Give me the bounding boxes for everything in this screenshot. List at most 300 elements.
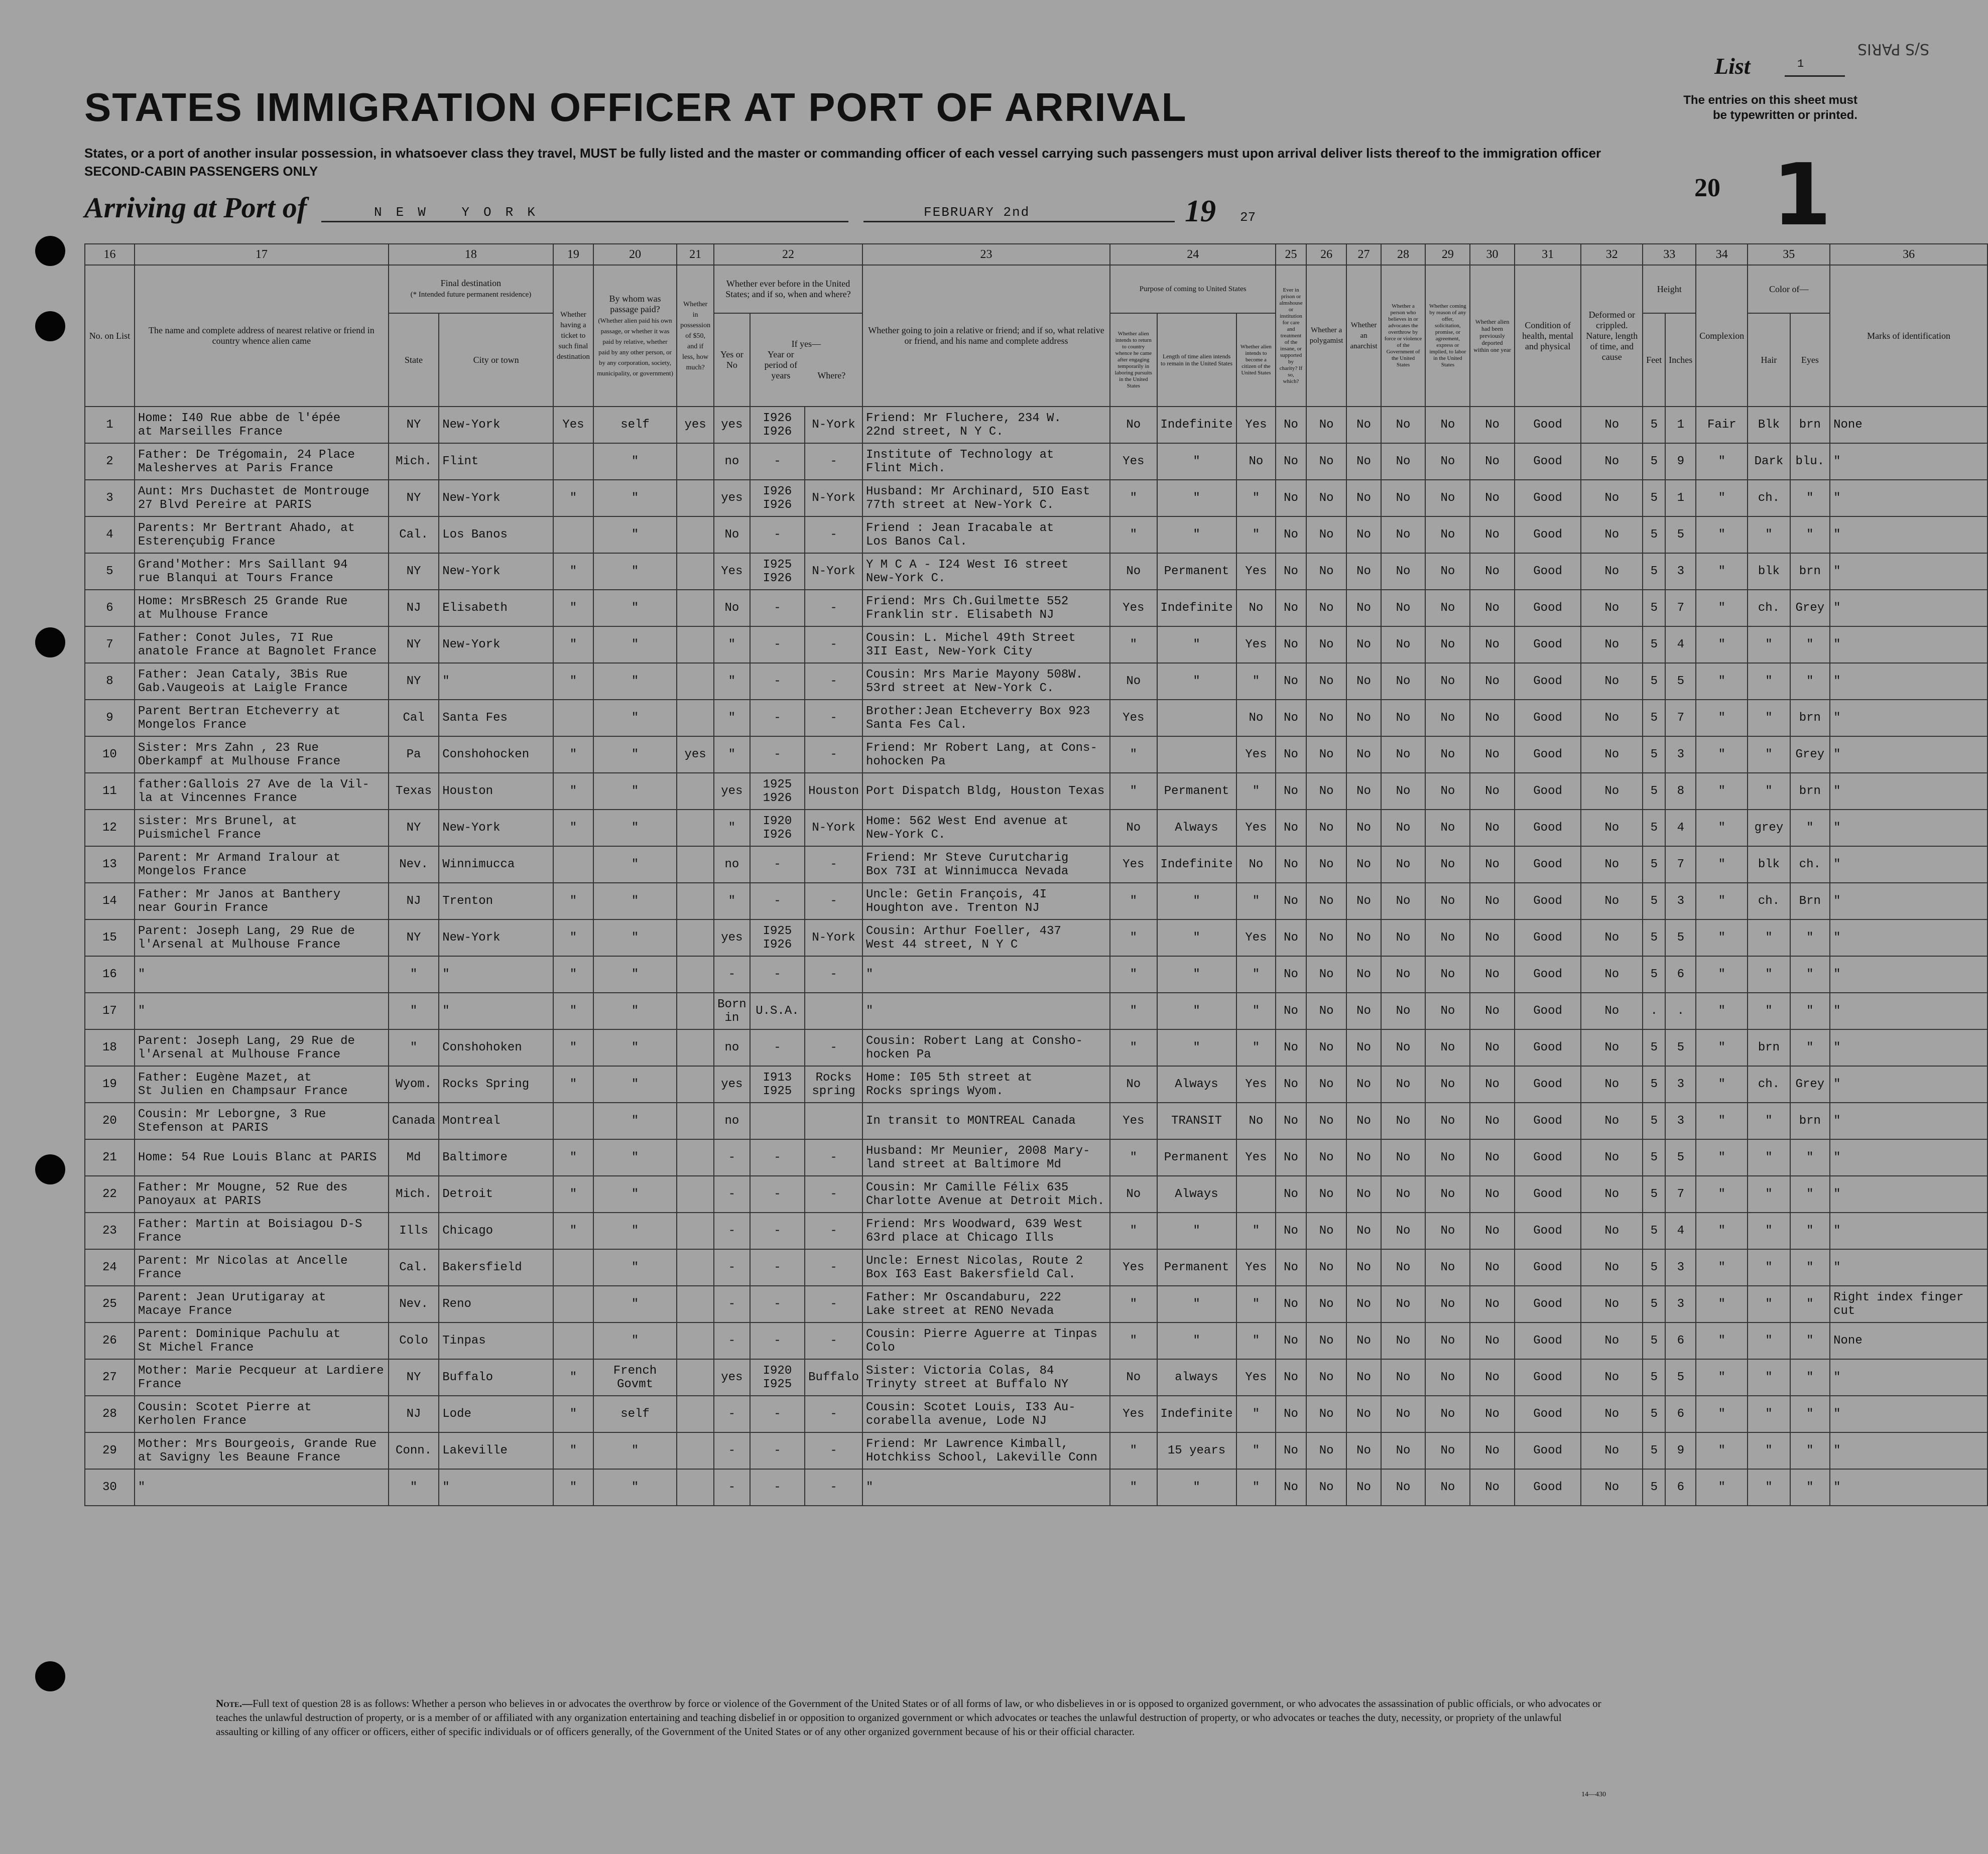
cell-nearest-relative: Mother: Marie Pecqueur at Lardiere France — [135, 1359, 389, 1396]
cell-anarchist: No — [1346, 919, 1381, 956]
cell-hair: " — [1748, 1103, 1790, 1139]
cell-joining: Y M C A - I24 West I6 street New-York C. — [862, 553, 1110, 590]
cell-joining: Institute of Technology at Flint Mich. — [862, 443, 1110, 480]
cell-overthrow: No — [1381, 663, 1426, 700]
cell-marks: " — [1830, 773, 1987, 810]
cell-deformed: No — [1581, 1322, 1643, 1359]
cell-height-feet: 5 — [1643, 663, 1665, 700]
cell-marks: Right index finger cut — [1830, 1286, 1987, 1322]
cell-before-yes-no: yes — [714, 1066, 750, 1103]
cell-before-where: Houston — [805, 773, 862, 810]
cell-ticket — [553, 1249, 593, 1286]
cell-overthrow: No — [1381, 443, 1426, 480]
cell-before-where: - — [805, 1176, 862, 1213]
cell-citizen-intent: " — [1236, 1432, 1276, 1469]
header-color: Color of— — [1748, 265, 1830, 313]
cell-return-intent: Yes — [1110, 1249, 1157, 1286]
cell-height-feet: . — [1643, 993, 1665, 1029]
cell-state: " — [389, 993, 439, 1029]
cell-passage-paid: " — [593, 1469, 677, 1506]
cell-city: Bakersfield — [439, 1249, 553, 1286]
cell-eyes: brn — [1790, 700, 1830, 736]
cell-list-number: 4 — [85, 516, 135, 553]
header-hair: Hair — [1748, 313, 1790, 407]
cell-labor-offer: No — [1425, 993, 1470, 1029]
cell-height-inches: 5 — [1665, 516, 1696, 553]
cell-health: Good — [1515, 1432, 1581, 1469]
cell-overthrow: No — [1381, 1249, 1426, 1286]
cell-ticket: " — [553, 919, 593, 956]
cell-anarchist: No — [1346, 1066, 1381, 1103]
cell-nearest-relative: Cousin: Scotet Pierre at Kerholen France — [135, 1396, 389, 1432]
cell-marks: " — [1830, 1176, 1987, 1213]
cell-prison: No — [1276, 1103, 1306, 1139]
table-row — [85, 590, 1987, 626]
cell-hair: " — [1748, 736, 1790, 773]
cell-state: Cal — [389, 700, 439, 736]
cell-height-inches: 5 — [1665, 663, 1696, 700]
cell-citizen-intent: Yes — [1236, 407, 1276, 443]
cell-ticket: " — [553, 1432, 593, 1469]
cell-ticket: " — [553, 1029, 593, 1066]
cell-before-years: - — [750, 626, 805, 663]
cell-prison: No — [1276, 1469, 1306, 1506]
cell-height-inches: 9 — [1665, 1432, 1696, 1469]
cell-complexion: " — [1696, 1469, 1748, 1506]
cell-height-feet: 5 — [1643, 700, 1665, 736]
cell-height-feet: 5 — [1643, 773, 1665, 810]
cell-passage-paid: " — [593, 553, 677, 590]
cell-before-yes-no: " — [714, 810, 750, 846]
cell-passage-paid: self — [593, 1396, 677, 1432]
header-anarchist: Whether an anarchist — [1346, 265, 1381, 407]
cell-before-where: - — [805, 846, 862, 883]
cell-polygamist: No — [1306, 553, 1347, 590]
cell-anarchist: No — [1346, 956, 1381, 993]
cell-complexion: " — [1696, 443, 1748, 480]
cell-nearest-relative: Father: Eugène Mazet, at St Julien en Champsaur France — [135, 1066, 389, 1103]
cell-state: Texas — [389, 773, 439, 810]
cell-before-years: - — [750, 1286, 805, 1322]
cell-height-inches: 3 — [1665, 1249, 1696, 1286]
cell-health: Good — [1515, 480, 1581, 516]
cell-before-where: - — [805, 736, 862, 773]
cell-overthrow: No — [1381, 1469, 1426, 1506]
cell-deported: No — [1470, 553, 1515, 590]
cell-city: Winnimucca — [439, 846, 553, 883]
header-purpose: Purpose of coming to United States — [1110, 265, 1276, 313]
cell-polygamist: No — [1306, 736, 1347, 773]
footnote — [216, 1696, 1601, 1739]
cell-polygamist: No — [1306, 1213, 1347, 1249]
cell-polygamist: No — [1306, 1176, 1347, 1213]
cell-eyes: " — [1790, 1176, 1830, 1213]
cell-deformed: No — [1581, 407, 1643, 443]
cell-ticket: " — [553, 883, 593, 919]
cell-before-where: N-York — [805, 919, 862, 956]
cell-complexion: " — [1696, 553, 1748, 590]
cell-eyes: brn — [1790, 553, 1830, 590]
cell-money — [677, 590, 714, 626]
cell-hair: " — [1748, 1249, 1790, 1286]
cell-anarchist: No — [1346, 1359, 1381, 1396]
cell-money — [677, 846, 714, 883]
cell-state: NY — [389, 626, 439, 663]
cell-deported: No — [1470, 956, 1515, 993]
cell-prison: No — [1276, 883, 1306, 919]
cell-health: Good — [1515, 443, 1581, 480]
cell-before-yes-no: - — [714, 1213, 750, 1249]
table-row — [85, 773, 1987, 810]
cell-labor-offer: No — [1425, 516, 1470, 553]
cell-height-inches: 5 — [1665, 1139, 1696, 1176]
cell-list-number: 23 — [85, 1213, 135, 1249]
cell-return-intent: No — [1110, 1066, 1157, 1103]
cell-city: " — [439, 956, 553, 993]
cell-before-where: N-York — [805, 407, 862, 443]
cell-eyes: brn — [1790, 1103, 1830, 1139]
cell-health: Good — [1515, 1359, 1581, 1396]
cell-before-yes-no: - — [714, 1139, 750, 1176]
cell-joining: Port Dispatch Bldg, Houston Texas — [862, 773, 1110, 810]
cell-overthrow: No — [1381, 1029, 1426, 1066]
cell-anarchist: No — [1346, 553, 1381, 590]
cell-money — [677, 1396, 714, 1432]
cell-complexion: " — [1696, 663, 1748, 700]
cell-eyes: " — [1790, 1359, 1830, 1396]
cell-complexion: " — [1696, 810, 1748, 846]
cell-deformed: No — [1581, 956, 1643, 993]
cell-joining: Husband: Mr Meunier, 2008 Mary- land street at Baltimore Md — [862, 1139, 1110, 1176]
cell-anarchist: No — [1346, 846, 1381, 883]
cell-before-yes-no: - — [714, 956, 750, 993]
cell-labor-offer: No — [1425, 1139, 1470, 1176]
cell-deformed: No — [1581, 773, 1643, 810]
cell-return-intent: Yes — [1110, 700, 1157, 736]
page-title: STATES IMMIGRATION OFFICER AT PORT OF ARRIVAL — [84, 85, 1187, 129]
cell-anarchist: No — [1346, 1213, 1381, 1249]
cell-city: " — [439, 663, 553, 700]
header-health: Condition of health, mental and physical — [1515, 265, 1581, 407]
cell-deported: No — [1470, 626, 1515, 663]
cell-length-stay: " — [1157, 1469, 1236, 1506]
cell-state: NJ — [389, 883, 439, 919]
cell-deported: No — [1470, 1066, 1515, 1103]
cell-marks: " — [1830, 516, 1987, 553]
cell-complexion: Fair — [1696, 407, 1748, 443]
cell-money: yes — [677, 407, 714, 443]
list-label: List — [1714, 53, 1751, 79]
cell-length-stay: Always — [1157, 1066, 1236, 1103]
punch-hole — [35, 1661, 65, 1691]
cell-return-intent: No — [1110, 663, 1157, 700]
cell-height-feet: 5 — [1643, 443, 1665, 480]
cell-height-feet: 5 — [1643, 1213, 1665, 1249]
cell-health: Good — [1515, 1249, 1581, 1286]
cell-anarchist: No — [1346, 1029, 1381, 1066]
cell-joining: Father: Mr Oscandaburu, 222 Lake street at RENO Nevada — [862, 1286, 1110, 1322]
cell-deported: No — [1470, 480, 1515, 516]
cell-height-feet: 5 — [1643, 1103, 1665, 1139]
cell-prison: No — [1276, 1396, 1306, 1432]
cell-state: NY — [389, 663, 439, 700]
cell-state: Colo — [389, 1322, 439, 1359]
cell-before-yes-no: no — [714, 1103, 750, 1139]
cell-nearest-relative: Parents: Mr Bertrant Ahado, at Esterençubig France — [135, 516, 389, 553]
cell-height-inches: 4 — [1665, 810, 1696, 846]
cell-list-number: 28 — [85, 1396, 135, 1432]
header-labor-offer: Whether coming by reason of any offer, solicitation, promise, or agreement, express or implied, to labor in the United States — [1425, 265, 1470, 407]
cell-labor-offer: No — [1425, 736, 1470, 773]
cell-return-intent: " — [1110, 1432, 1157, 1469]
cell-health: Good — [1515, 956, 1581, 993]
cell-anarchist: No — [1346, 1322, 1381, 1359]
cell-prison: No — [1276, 1359, 1306, 1396]
cell-passage-paid: " — [593, 810, 677, 846]
cell-overthrow: No — [1381, 1103, 1426, 1139]
cell-length-stay: " — [1157, 1286, 1236, 1322]
cell-city: Santa Fes — [439, 700, 553, 736]
cell-list-number: 27 — [85, 1359, 135, 1396]
cell-state: Canada — [389, 1103, 439, 1139]
cell-prison: No — [1276, 1213, 1306, 1249]
cell-ticket: " — [553, 956, 593, 993]
cell-state: " — [389, 1469, 439, 1506]
cell-passage-paid: " — [593, 883, 677, 919]
cell-state: " — [389, 956, 439, 993]
cell-complexion: " — [1696, 956, 1748, 993]
cell-deformed: No — [1581, 700, 1643, 736]
cell-before-where: Buffalo — [805, 1359, 862, 1396]
cell-state: " — [389, 1029, 439, 1066]
cell-eyes: " — [1790, 1322, 1830, 1359]
cell-hair: " — [1748, 663, 1790, 700]
cell-before-years: - — [750, 1176, 805, 1213]
cell-before-where: Rocks spring — [805, 1066, 862, 1103]
cell-before-yes-no: yes — [714, 407, 750, 443]
cell-labor-offer: No — [1425, 1286, 1470, 1322]
cell-prison: No — [1276, 956, 1306, 993]
cell-state: Nev. — [389, 846, 439, 883]
cell-health: Good — [1515, 590, 1581, 626]
cell-before-yes-no: No — [714, 516, 750, 553]
cell-eyes: Grey — [1790, 590, 1830, 626]
cell-complexion: " — [1696, 919, 1748, 956]
cell-nearest-relative: Parent: Mr Nicolas at Ancelle France — [135, 1249, 389, 1286]
cell-height-inches: 9 — [1665, 443, 1696, 480]
cell-prison: No — [1276, 1066, 1306, 1103]
cell-height-feet: 5 — [1643, 1322, 1665, 1359]
cell-labor-offer: No — [1425, 810, 1470, 846]
cell-polygamist: No — [1306, 516, 1347, 553]
cell-money — [677, 810, 714, 846]
header-passage-paid — [593, 265, 677, 407]
cell-anarchist: No — [1346, 407, 1381, 443]
cell-list-number: 29 — [85, 1432, 135, 1469]
cell-money — [677, 1322, 714, 1359]
punch-hole — [35, 236, 65, 266]
cell-return-intent: No — [1110, 1176, 1157, 1213]
cell-height-feet: 5 — [1643, 810, 1665, 846]
punch-hole — [35, 1154, 65, 1184]
cell-ticket: " — [553, 590, 593, 626]
cell-joining: Friend: Mr Fluchere, 234 W. 22nd street, N Y C. — [862, 407, 1110, 443]
cell-deported: No — [1470, 1139, 1515, 1176]
cell-labor-offer: No — [1425, 1066, 1470, 1103]
cell-hair: " — [1748, 1286, 1790, 1322]
cell-prison: No — [1276, 919, 1306, 956]
cell-joining: Cousin: Robert Lang at Consho- hocken Pa — [862, 1029, 1110, 1066]
cell-return-intent: Yes — [1110, 1103, 1157, 1139]
cell-nearest-relative: " — [135, 1469, 389, 1506]
header-if-yes-title: If yes— — [791, 339, 821, 349]
cell-before-yes-no: yes — [714, 480, 750, 516]
cell-ticket: Yes — [553, 407, 593, 443]
cell-height-feet: 5 — [1643, 919, 1665, 956]
cell-return-intent: " — [1110, 993, 1157, 1029]
cell-anarchist: No — [1346, 1139, 1381, 1176]
cell-list-number: 2 — [85, 443, 135, 480]
cell-passage-paid: " — [593, 443, 677, 480]
cell-height-feet: 5 — [1643, 883, 1665, 919]
table-row — [85, 1322, 1987, 1359]
cell-joining: " — [862, 993, 1110, 1029]
cell-labor-offer: No — [1425, 1432, 1470, 1469]
cell-marks: " — [1830, 663, 1987, 700]
cell-ticket: " — [553, 736, 593, 773]
punch-hole — [35, 627, 65, 657]
cell-marks: " — [1830, 810, 1987, 846]
cell-before-years: - — [750, 1139, 805, 1176]
cell-ticket — [553, 1103, 593, 1139]
cell-before-yes-no: " — [714, 700, 750, 736]
cell-ticket: " — [553, 553, 593, 590]
cell-overthrow: No — [1381, 626, 1426, 663]
cell-polygamist: No — [1306, 1029, 1347, 1066]
cell-ticket: " — [553, 1469, 593, 1506]
cell-list-number: 22 — [85, 1176, 135, 1213]
cell-state: Cal. — [389, 1249, 439, 1286]
cell-overthrow: No — [1381, 846, 1426, 883]
col-number: 34 — [1696, 244, 1748, 265]
cell-before-where: - — [805, 956, 862, 993]
cell-hair: " — [1748, 773, 1790, 810]
cell-health: Good — [1515, 846, 1581, 883]
cell-anarchist: No — [1346, 736, 1381, 773]
cell-citizen-intent: " — [1236, 993, 1276, 1029]
cell-before-where: - — [805, 1322, 862, 1359]
cell-marks: None — [1830, 1322, 1987, 1359]
cell-prison: No — [1276, 663, 1306, 700]
cell-ticket: " — [553, 1176, 593, 1213]
cell-ticket: " — [553, 1359, 593, 1396]
cell-state: NY — [389, 810, 439, 846]
cell-city: Los Banos — [439, 516, 553, 553]
cell-eyes: " — [1790, 663, 1830, 700]
port-value: NEW YORK — [374, 205, 549, 220]
cell-list-number: 6 — [85, 590, 135, 626]
cell-list-number: 3 — [85, 480, 135, 516]
subtitle-class: SECOND-CABIN PASSENGERS ONLY — [84, 164, 318, 179]
cell-complexion: " — [1696, 736, 1748, 773]
cell-before-years: I913 I925 — [750, 1066, 805, 1103]
cell-eyes: blu. — [1790, 443, 1830, 480]
cell-hair: ch. — [1748, 1066, 1790, 1103]
cell-list-number: 8 — [85, 663, 135, 700]
cell-nearest-relative: Home: 54 Rue Louis Blanc at PARIS — [135, 1139, 389, 1176]
cell-labor-offer: No — [1425, 1029, 1470, 1066]
cell-hair: " — [1748, 1213, 1790, 1249]
cell-deformed: No — [1581, 1029, 1643, 1066]
cell-before-years: U.S.A. — [750, 993, 805, 1029]
cell-nearest-relative: Sister: Mrs Zahn , 23 Rue Oberkampf at Mulhouse France — [135, 736, 389, 773]
col-number: 19 — [553, 244, 593, 265]
cell-labor-offer: No — [1425, 1359, 1470, 1396]
cell-return-intent: " — [1110, 1029, 1157, 1066]
cell-return-intent: Yes — [1110, 846, 1157, 883]
cell-deported: No — [1470, 1322, 1515, 1359]
cell-deformed: No — [1581, 846, 1643, 883]
cell-before-yes-no: - — [714, 1249, 750, 1286]
table-row — [85, 919, 1987, 956]
cell-money — [677, 480, 714, 516]
cell-deformed: No — [1581, 1213, 1643, 1249]
cell-deformed: No — [1581, 1359, 1643, 1396]
cell-complexion: " — [1696, 993, 1748, 1029]
cell-health: Good — [1515, 810, 1581, 846]
cell-citizen-intent: No — [1236, 846, 1276, 883]
cell-list-number: 30 — [85, 1469, 135, 1506]
header-citizen-intent: Whether alien intends to become a citizen of the United States — [1236, 313, 1276, 407]
table-row — [85, 1029, 1987, 1066]
cell-complexion: " — [1696, 1066, 1748, 1103]
cell-height-inches: 3 — [1665, 1286, 1696, 1322]
cell-complexion: " — [1696, 1139, 1748, 1176]
cell-passage-paid: " — [593, 626, 677, 663]
col-number: 28 — [1381, 244, 1426, 265]
cell-polygamist: No — [1306, 773, 1347, 810]
cell-before-yes-no: Yes — [714, 553, 750, 590]
cell-nearest-relative: Parent: Dominique Pachulu at St Michel France — [135, 1322, 389, 1359]
cell-money — [677, 1029, 714, 1066]
cell-marks: " — [1830, 1469, 1987, 1506]
header-nearest-relative: The name and complete address of nearest relative or friend in country whence alien came — [135, 265, 389, 407]
cell-return-intent: " — [1110, 1139, 1157, 1176]
cell-health: Good — [1515, 700, 1581, 736]
cell-money — [677, 626, 714, 663]
cell-state: Mich. — [389, 443, 439, 480]
cell-overthrow: No — [1381, 1213, 1426, 1249]
cell-deported: No — [1470, 407, 1515, 443]
subtitle-instructions: States, or a port of another insular possession, in whatsoever class they travel, MUST be fully listed and the master or commanding officer of each vessel carrying such passengers must upon arrival deliver lists thereof to the immigration officer — [84, 146, 1601, 161]
cell-state: Conn. — [389, 1432, 439, 1469]
cell-joining: Sister: Victoria Colas, 84 Trinyty street at Buffalo NY — [862, 1359, 1110, 1396]
col-number: 20 — [593, 244, 677, 265]
cell-complexion: " — [1696, 1103, 1748, 1139]
cell-labor-offer: No — [1425, 1103, 1470, 1139]
cell-before-where: - — [805, 516, 862, 553]
cell-length-stay: Permanent — [1157, 553, 1236, 590]
cell-deported: No — [1470, 516, 1515, 553]
cell-before-where: - — [805, 1469, 862, 1506]
cell-marks: " — [1830, 919, 1987, 956]
cell-height-inches: 3 — [1665, 883, 1696, 919]
cell-hair: Dark — [1748, 443, 1790, 480]
cell-citizen-intent: " — [1236, 663, 1276, 700]
cell-city: Detroit — [439, 1176, 553, 1213]
cell-deformed: No — [1581, 1396, 1643, 1432]
col-number: 16 — [85, 244, 135, 265]
